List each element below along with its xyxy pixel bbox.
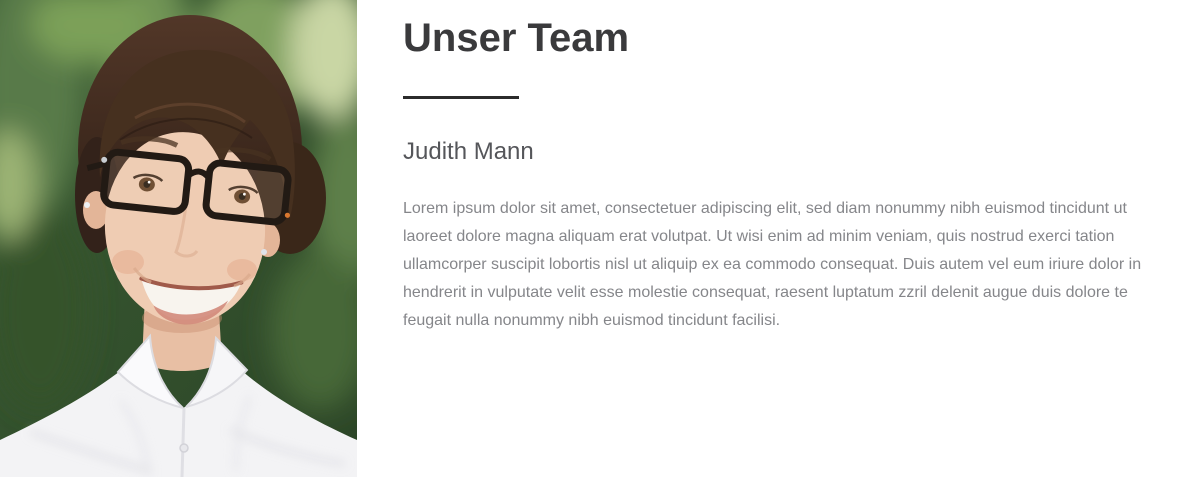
member-photo xyxy=(0,0,357,477)
member-name: Judith Mann xyxy=(403,138,534,165)
member-bio: Lorem ipsum dolor sit amet, consectetuer adipiscing elit, sed diam nonummy nibh euismod tincidunt ut laoreet dolore magna aliquam erat volutpat. Ut wisi enim ad minim veniam, quis nostrud exerci tation ullamcorper suscipit lobortis nisl ut aliquip ex ea commodo consequat. Duis autem vel eum iriure dolor in hendrerit in vulputate velit esse molestie consequat, raesent luptatum zzril delenit augue duis dolore te feugait nulla nonummy nibh euismod tincidunt facilisi. xyxy=(403,200,1142,329)
team-content xyxy=(403,0,1169,335)
page-title: Unser Team xyxy=(403,16,630,60)
title-divider xyxy=(403,96,519,99)
